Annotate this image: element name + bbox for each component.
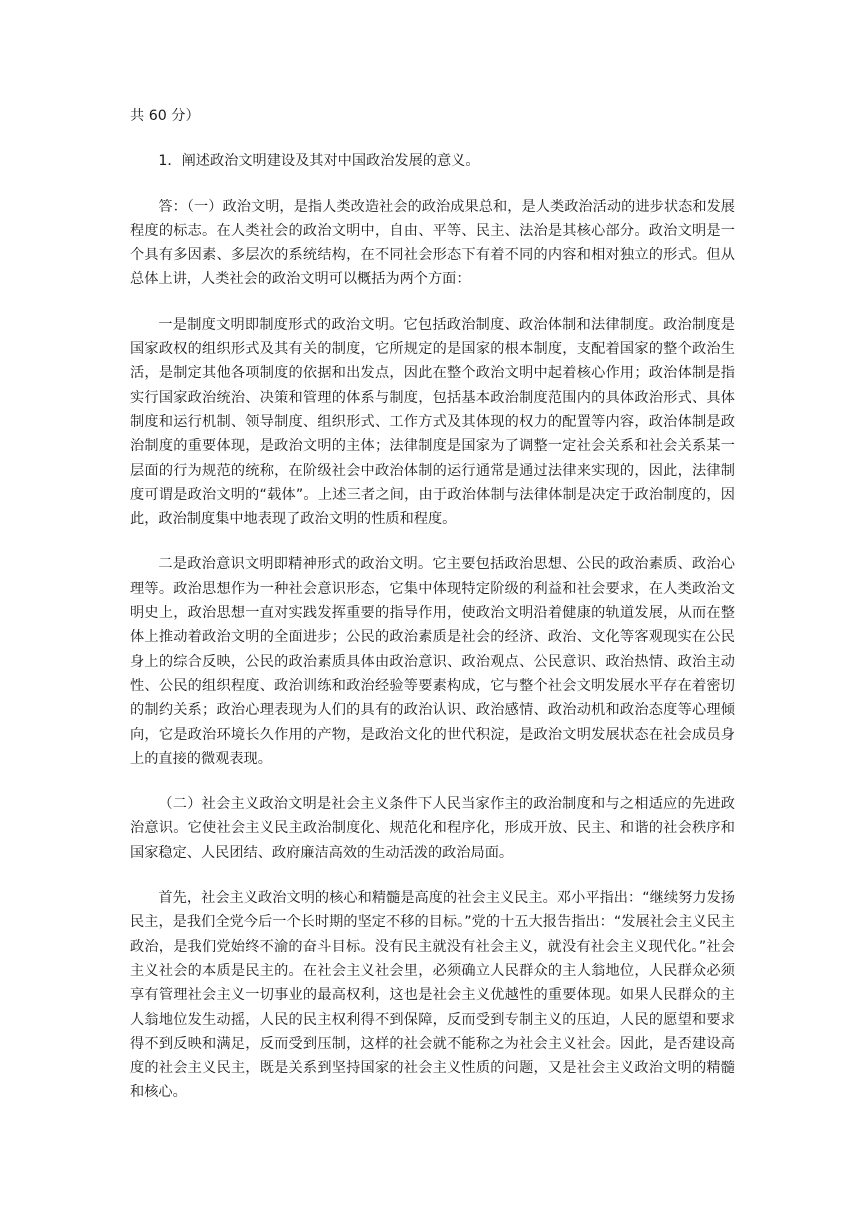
header-fragment: 共 60 分） [130, 108, 200, 124]
answer-paragraph-intro: 答：（一）政治文明，是指人类改造社会的政治成果总和，是人类政治活动的进步状态和发展程度的标志。在人类社会的政治文明中，自由、平等、民主、法治是其核心部分。政治文明是一个具有多因素、多层次的系统结构，在不同社会形态下有着不同的内容和相对独立的形式。但从总体上讲，人类社会的政治文明可以概括为两个方面： [130, 198, 735, 288]
paragraph-institutional-civilization: 一是制度文明即制度形式的政治文明。它包括政治制度、政治体制和法律制度。政治制度是国家政权的组织形式及其有关的制度，它所规定的是国家的根本制度，支配着国家的整个政治生活，是制定其他各项制度的依据和出发点，因此在整个政治文明中起着核心作用；政治体制是指实行国家政治统治、决策和管理的体系与制度，包括基本政治制度范围内的具体政治形式、具体制度和运行机制、领导制度、组织形式、工作方式及其体现的权力的配置等内容，政治体制是政治制度的重要体现，是政治文明的主体；法律制度是国家为了调整一定社会关系和社会关系某一层面的行为规范的统称，在阶级社会中政治体制的运行通常是通过法律来实现的，因此，法律制度可谓是政治文明的“载体”。上述三者之间，由于政治体制与法律体制是决定于政治制度的，因此，政治制度集中地表现了政治文明的性质和程度。 [130, 316, 735, 528]
paragraph-political-consciousness: 二是政治意识文明即精神形式的政治文明。它主要包括政治思想、公民的政治素质、政治心理等。政治思想作为一种社会意识形态，它集中体现特定阶级的利益和社会要求，在人类政治文明史上，政治思想一直对实践发挥重要的指导作用，使政治文明沿着健康的轨道发展，从而在整体上推动着政治文明的全面进步；公民的政治素质是社会的经济、政治、文化等客观现实在公民身上的综合反映，公民的政治素质具体由政治意识、政治观点、公民意识、政治热情、政治主动性、公民的组织程度、政治训练和政治经验等要素构成，它与整个社会文明发展水平存在着密切的制约关系；政治心理表现为人们的具有的政治认识、政治感情、政治动机和政治态度等心理倾向，它是政治环境长久作用的产物，是政治文化的世代积淀，是政治文明发展状态在社会成员身上的直接的微观表现。 [130, 556, 735, 767]
paragraph-socialist-democracy: 首先，社会主义政治文明的核心和精髓是高度的社会主义民主。邓小平指出：“继续努力发扬民主，是我们全党今后一个长时期的坚定不移的目标。”党的十五大报告指出：“发展社会主义民主政治，是我们党始终不渝的奋斗目标。没有民主就没有社会主义，就没有社会主义现代化。”社会主义社会的本质是民主的。在社会主义社会里，必须确立人民群众的主人翁地位，人民群众必须享有管理社会主义一切事业的最高权利，这也是社会主义优越性的重要体现。如果人民群众的主人翁地位发生动摇，人民的民主权利得不到保障，反而受到专制主义的压迫，人民的愿望和要求得不到反映和满足，反而受到压制，这样的社会就不能称之为社会主义社会。因此，是否建设高度的社会主义民主，既是关系到坚持国家的社会主义性质的问题，又是社会主义政治文明的精髓和核心。 [130, 890, 735, 1101]
paragraph-socialist-political-civilization: （二）社会主义政治文明是社会主义条件下人民当家作主的政治制度和与之相适应的先进政治意识。它使社会主义民主政治制度化、规范化和程序化，形成开放、民主、和谐的社会秩序和国家稳定、人民团结、政府廉洁高效的生动活泼的政治局面。 [130, 796, 735, 861]
question-heading: 1．阐述政治文明建设及其对中国政治发展的意义。 [158, 153, 480, 170]
document-body [130, 104, 735, 1126]
